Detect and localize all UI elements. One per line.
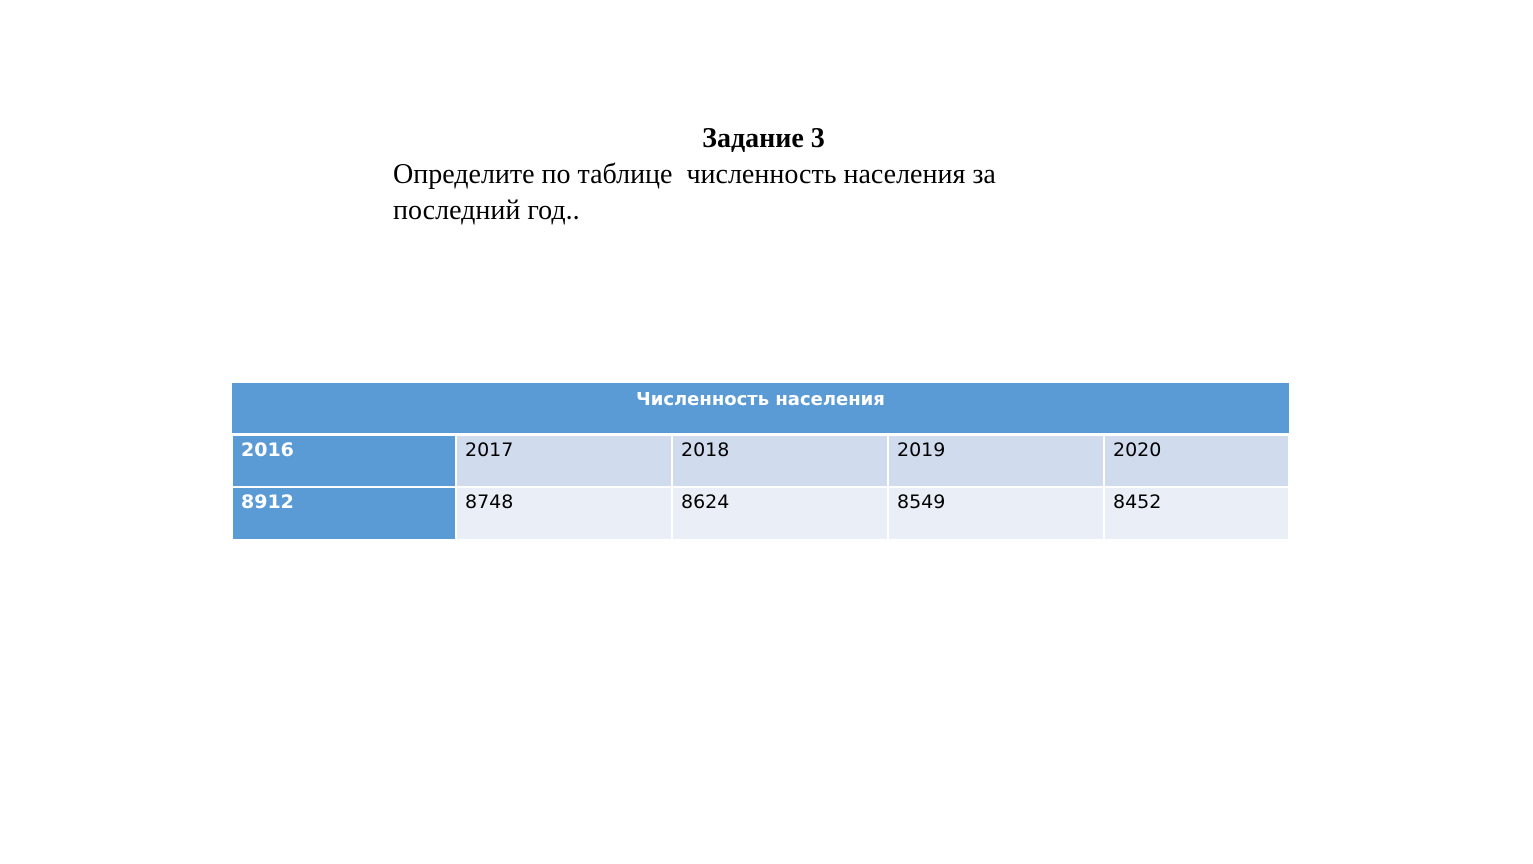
table-row-values [232, 487, 1289, 540]
value-cell: 8748 [456, 487, 672, 540]
table-header: Численность населения [232, 383, 1289, 434]
task-title [0, 122, 1533, 156]
year-cell: 2019 [888, 434, 1104, 487]
year-cell: 2017 [456, 434, 672, 487]
value-cell: 8912 [232, 487, 456, 540]
table-row-years [232, 434, 1289, 487]
year-cell: 2018 [672, 434, 888, 487]
year-cell: 2020 [1104, 434, 1289, 487]
value-cell: 8452 [1104, 487, 1289, 540]
value-cell: 8624 [672, 487, 888, 540]
value-cell: 8549 [888, 487, 1104, 540]
task-title-text: Задание 3 [702, 123, 825, 154]
task-description: Определите по таблице численность населения за последний год.. [393, 159, 1003, 226]
population-table [231, 383, 1290, 541]
table-header-row [232, 383, 1289, 434]
year-cell: 2016 [232, 434, 456, 487]
